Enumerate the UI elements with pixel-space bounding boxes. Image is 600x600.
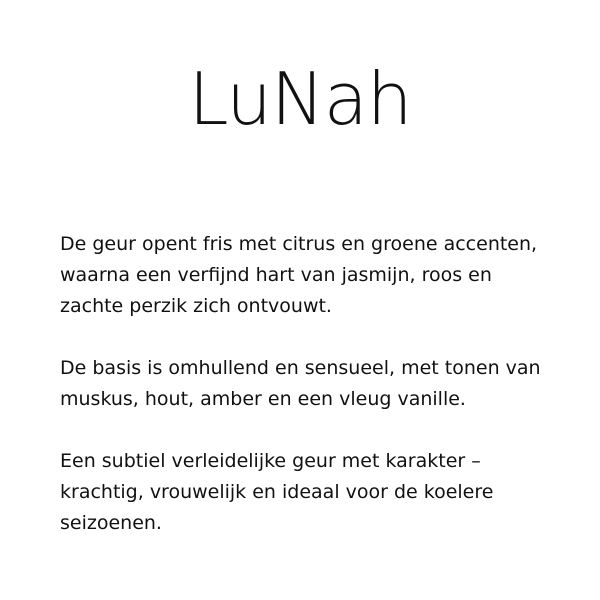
description-line: waarna een verfijnd hart van jasmijn, roos en [60, 264, 492, 286]
description-line: De basis is omhullend en sensueel, met tonen van [60, 357, 541, 379]
description-line: muskus, hout, amber en een vleug vanille. [60, 388, 466, 410]
product-title: LuNah [188, 57, 412, 141]
description-line: Een subtiel verleidelijke geur met karakter – [60, 450, 481, 472]
description-line: krachtig, vrouwelijk en ideaal voor de koelere [60, 481, 494, 503]
description-line: seizoenen. [60, 512, 162, 534]
description-paragraph-top-notes [60, 229, 570, 322]
description-line: zachte perzik zich ontvouwt. [60, 295, 332, 317]
description-body [60, 229, 570, 570]
description-paragraph-base-notes [60, 353, 570, 415]
description-line: De geur opent fris met citrus en groene accenten, [60, 233, 538, 255]
description-paragraph-character [60, 446, 570, 539]
